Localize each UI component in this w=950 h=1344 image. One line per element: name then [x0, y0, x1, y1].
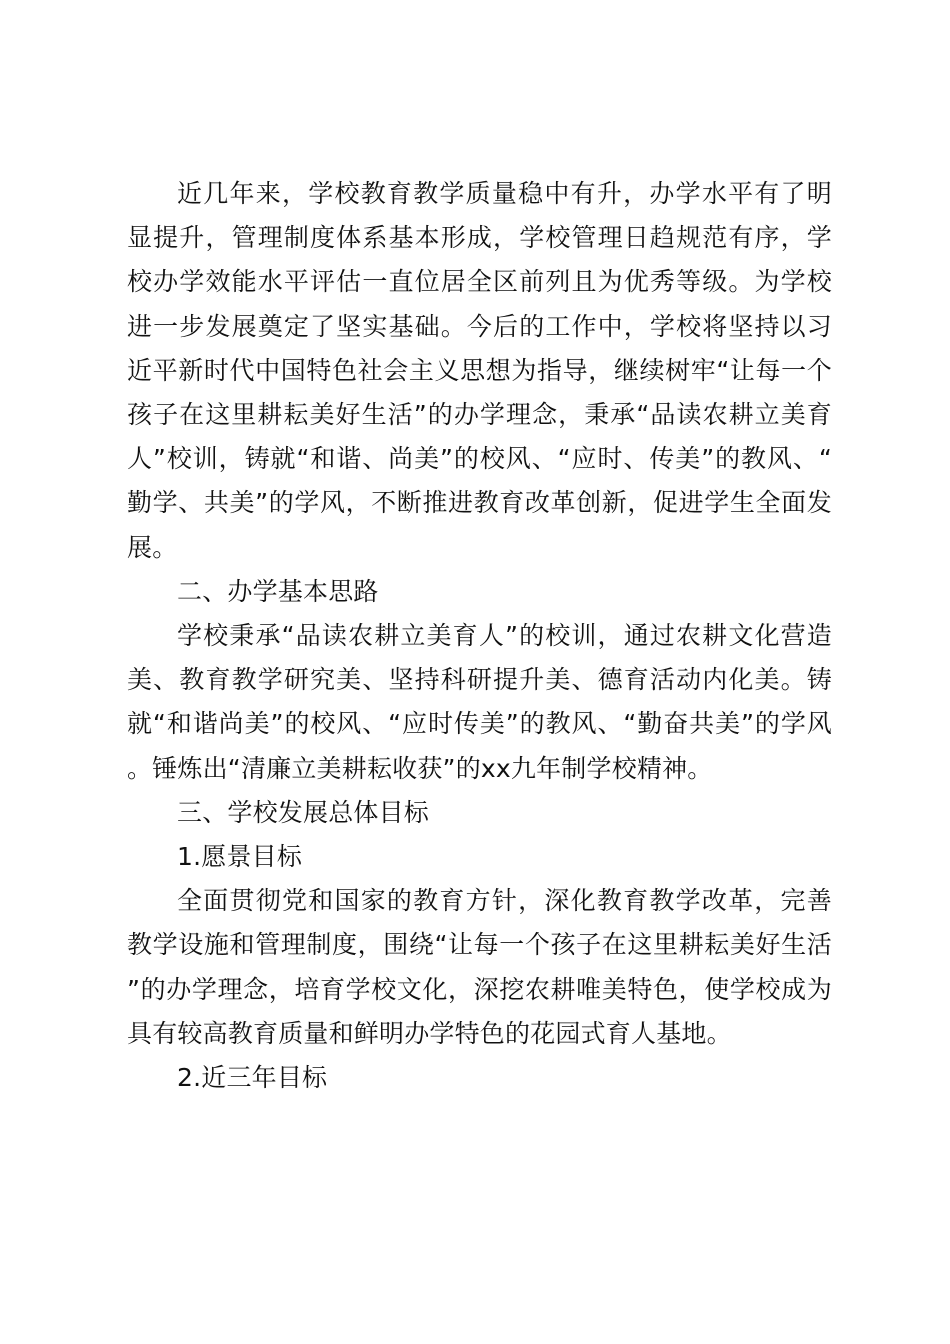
- body-paragraph: 全面贯彻党和国家的教育方针，深化教育教学改革，完善教学设施和管理制度，围绕“让每一个孩子在这里耕耘美好生活”的办学理念，培育学校文化，深挖农耕唯美特色，使学校成为具有较高教育质量和鲜明办学特色的花园式育人基地。: [127, 886, 832, 1048]
- section-heading-goals: 三、学校发展总体目标: [177, 797, 430, 827]
- body-paragraph: 学校秉承“品读农耕立美育人”的校训，通过农耕文化营造美、教育教学研究美、坚持科研提升美、德育活动内化美。铸就“和谐尚美”的校风、“应时传美”的教风、“勤奋共美”的学风。锤炼出“清廉立美耕耘收获”的xx九年制学校精神。: [127, 621, 832, 783]
- subheading-vision: 1.愿景目标: [177, 842, 303, 872]
- section-heading-approach: 二、办学基本思路: [177, 576, 379, 606]
- document-body: [127, 172, 832, 1100]
- subheading-three-year: 2.近三年目标: [177, 1063, 328, 1093]
- body-paragraph: 近几年来，学校教育教学质量稳中有升，办学水平有了明显提升，管理制度体系基本形成，学校管理日趋规范有序，学校办学效能水平评估一直位居全区前列且为优秀等级。为学校进一步发展奠定了坚实基础。今后的工作中，学校将坚持以习近平新时代中国特色社会主义思想为指导，继续树牢“让每一个孩子在这里耕耘美好生活”的办学理念，秉承“品读农耕立美育人”校训，铸就“和谐、尚美”的校风、“应时、传美”的教风、“勤学、共美”的学风，不断推进教育改革创新，促进学生全面发展。: [127, 179, 832, 562]
